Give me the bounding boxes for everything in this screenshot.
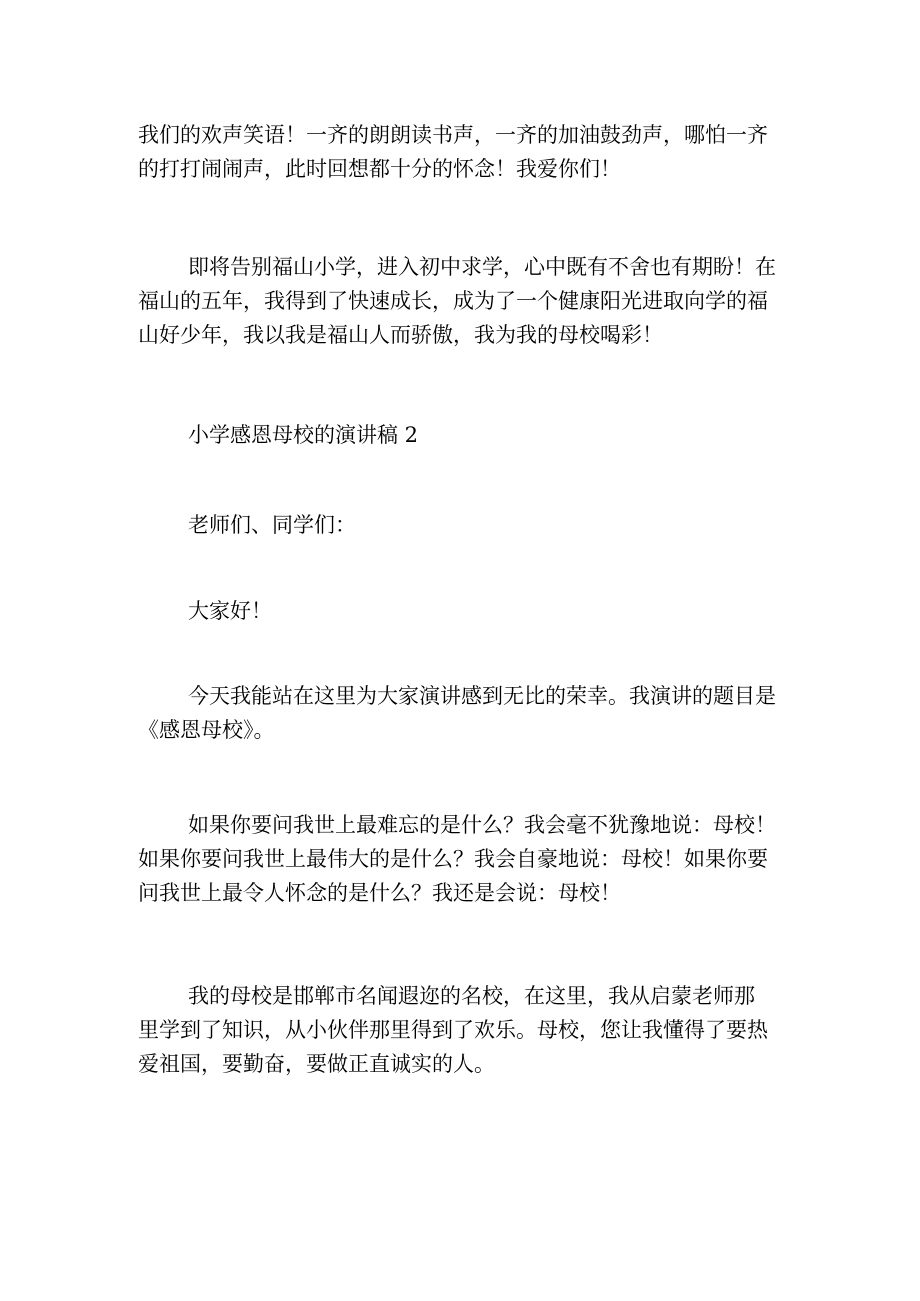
paragraph-memories (138, 118, 788, 186)
paragraph-salutation (138, 508, 788, 542)
text-line: 大家好！ (188, 599, 272, 623)
paragraph-greeting (138, 594, 788, 628)
text-line: 我的母校是邯郸市名闻遐迩的名校，在这里，我从启蒙老师那 (188, 984, 755, 1008)
paragraph-questions (138, 808, 788, 910)
text-line: 老师们、同学们： (188, 513, 356, 537)
text-line: 爱祖国，要勤奋，要做正直诚实的人。 (138, 1052, 495, 1076)
paragraph-topic (138, 679, 788, 747)
text-line: 今天我能站在这里为大家演讲感到无比的荣幸。我演讲的题目是 (188, 684, 776, 708)
text-line: 如果你要问我世上最难忘的是什么？我会毫不犹豫地说：母校！ (188, 813, 776, 837)
text-line: 《感恩母校》。 (138, 718, 275, 742)
text-line: 如果你要问我世上最伟大的是什么？我会自豪地说：母校！如果你要 (138, 847, 768, 871)
text-line: 即将告别福山小学，进入初中求学，心中既有不舍也有期盼！在 (188, 255, 776, 279)
text-line: 福山的五年，我得到了快速成长，成为了一个健康阳光进取向学的福 (138, 289, 768, 313)
text-line: 我们的欢声笑语！一齐的朗朗读书声，一齐的加油鼓劲声，哪怕一齐 (138, 123, 768, 147)
section-heading (138, 418, 788, 452)
text-line: 的打打闹闹声，此时回想都十分的怀念！我爱你们！ (138, 157, 621, 181)
text-line: 问我世上最令人怀念的是什么？我还是会说：母校！ (138, 881, 621, 905)
paragraph-alma-mater (138, 979, 788, 1081)
text-line: 山好少年，我以我是福山人而骄傲，我为我的母校喝彩！ (138, 323, 663, 347)
text-line: 里学到了知识，从小伙伴那里得到了欢乐。母校，您让我懂得了要热 (138, 1018, 768, 1042)
heading-text: 小学感恩母校的演讲稿 2 (188, 423, 419, 447)
paragraph-farewell (138, 250, 788, 352)
